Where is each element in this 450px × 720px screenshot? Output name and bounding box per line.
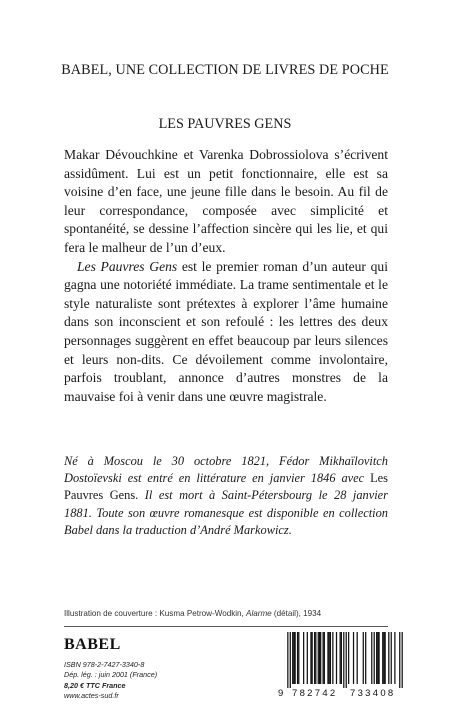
publication-meta — [64, 660, 157, 702]
description-paragraph-2 — [64, 258, 388, 407]
barcode-bar — [314, 632, 315, 684]
barcode-bar — [343, 632, 344, 688]
publisher-website: www.actes-sud.fr — [64, 691, 119, 701]
barcode-bar — [378, 632, 379, 684]
bio-book-title: Les Pauvres Gens. — [64, 471, 388, 503]
barcode-bar — [385, 632, 386, 684]
barcode-bar — [312, 632, 313, 684]
divider-rule — [64, 626, 388, 627]
barcode-bar — [374, 632, 375, 684]
barcode-group-2: 733408 — [350, 688, 396, 699]
description-book-title: Les Pauvres Gens — [77, 258, 178, 274]
barcode-bar — [318, 632, 319, 684]
legal-deposit: Dép. lég. : juin 2001 (France) — [64, 670, 158, 680]
price: 8,20 € TTC France — [64, 680, 126, 690]
bio-part-1: Né à Moscou le 30 octobre 1821, Fédor Mikhaïlovitch Dostoïevski est entré en littérature en janvier 1846 avec — [64, 454, 388, 486]
description-paragraph-2-text: est le premier roman d’un auteur qui gagna une notoriété immédiate. La trame sentimentale et le style naturaliste sont prétextes à explorer l’âme humaine dans son inconscient et son refoulé : les lettres des deux personnages suggèrent en effet beaucoup par leurs silences et leurs non-dits. Ce dévoilement comme involontaire, parfois troublant, annonce d’autres monstres de la mauvaise foi à venir dans une œuvre magistrale. — [64, 258, 388, 404]
barcode-bar — [376, 632, 377, 684]
barcode-bar — [324, 632, 325, 684]
barcode-bar — [399, 632, 400, 688]
cover-illustration-credit — [64, 609, 404, 618]
barcode-bar — [293, 632, 294, 684]
author-bio — [64, 453, 388, 539]
isbn: ISBN 978-2-7427-3340-8 — [64, 660, 145, 669]
barcode-bar — [365, 632, 366, 684]
barcode-bar — [310, 632, 311, 684]
barcode-bar — [346, 632, 347, 688]
barcode-bar — [402, 632, 403, 688]
credit-work-title: Alarme — [246, 609, 272, 618]
barcode-bar — [388, 632, 389, 684]
barcode-bar — [377, 632, 378, 684]
barcode-bar — [315, 632, 316, 684]
barcode-bar — [292, 632, 293, 684]
barcode-bar — [329, 632, 330, 684]
barcode-bar — [330, 632, 331, 684]
barcode-bar — [290, 632, 291, 688]
barcode-bar — [332, 632, 333, 684]
barcode-bar — [322, 632, 323, 684]
barcode-bars — [286, 632, 404, 688]
barcode-bar — [357, 632, 358, 684]
credit-prefix: Illustration de couverture : Kusma Petrow-Wodkin, — [64, 609, 247, 618]
barcode-group-1: 782742 — [292, 688, 338, 699]
publisher-brand: BABEL — [64, 636, 121, 653]
credit-suffix: (détail), 1934 — [271, 609, 322, 618]
barcode-bar — [320, 632, 321, 684]
book-title: LES PAUVRES GENS — [158, 116, 292, 132]
barcode-bar — [295, 632, 296, 684]
barcode-first-digit: 9 — [278, 688, 284, 699]
barcode-bar — [327, 632, 328, 684]
barcode-bar — [363, 632, 364, 684]
barcode-bar — [353, 632, 354, 684]
barcode-bar — [307, 632, 308, 684]
barcode-bar — [383, 632, 384, 684]
barcode-bar — [336, 632, 337, 684]
barcode-bar — [287, 632, 288, 688]
barcode-bar — [391, 632, 392, 684]
barcode-bar — [298, 632, 299, 684]
barcode-bar — [341, 632, 342, 684]
barcode-bar — [371, 632, 372, 684]
barcode-bar — [382, 632, 383, 684]
barcode-bar — [348, 632, 349, 684]
barcode-bar — [394, 632, 395, 684]
collection-header: BABEL, UNE COLLECTION DE LIVRES DE POCHE — [61, 62, 389, 78]
bio-part-2: Il est mort à Saint-Pétersbourg le 28 janvier 1881. Toute son œuvre romanesque est disponible en collection Babel dans la traduction d’André Markowicz. — [64, 488, 388, 537]
barcode-bar — [303, 632, 304, 684]
barcode-bar — [340, 632, 341, 684]
description-paragraph-1: Makar Dévouchkine et Varenka Dobrossiolova s’écrivent assidûment. Lui est un petit fonctionnaire, elle est sa voisine d’en face, une jeune fille dans le besoin. Au fil de leur correspondance, composée avec simplicité et spontanéité, se dessine l’affection sincère qui les lie, et qui fera le malheur de l’un d’eux. — [64, 147, 388, 255]
book-description — [64, 146, 388, 406]
barcode-bar — [319, 632, 320, 684]
barcode-bar — [297, 632, 298, 684]
